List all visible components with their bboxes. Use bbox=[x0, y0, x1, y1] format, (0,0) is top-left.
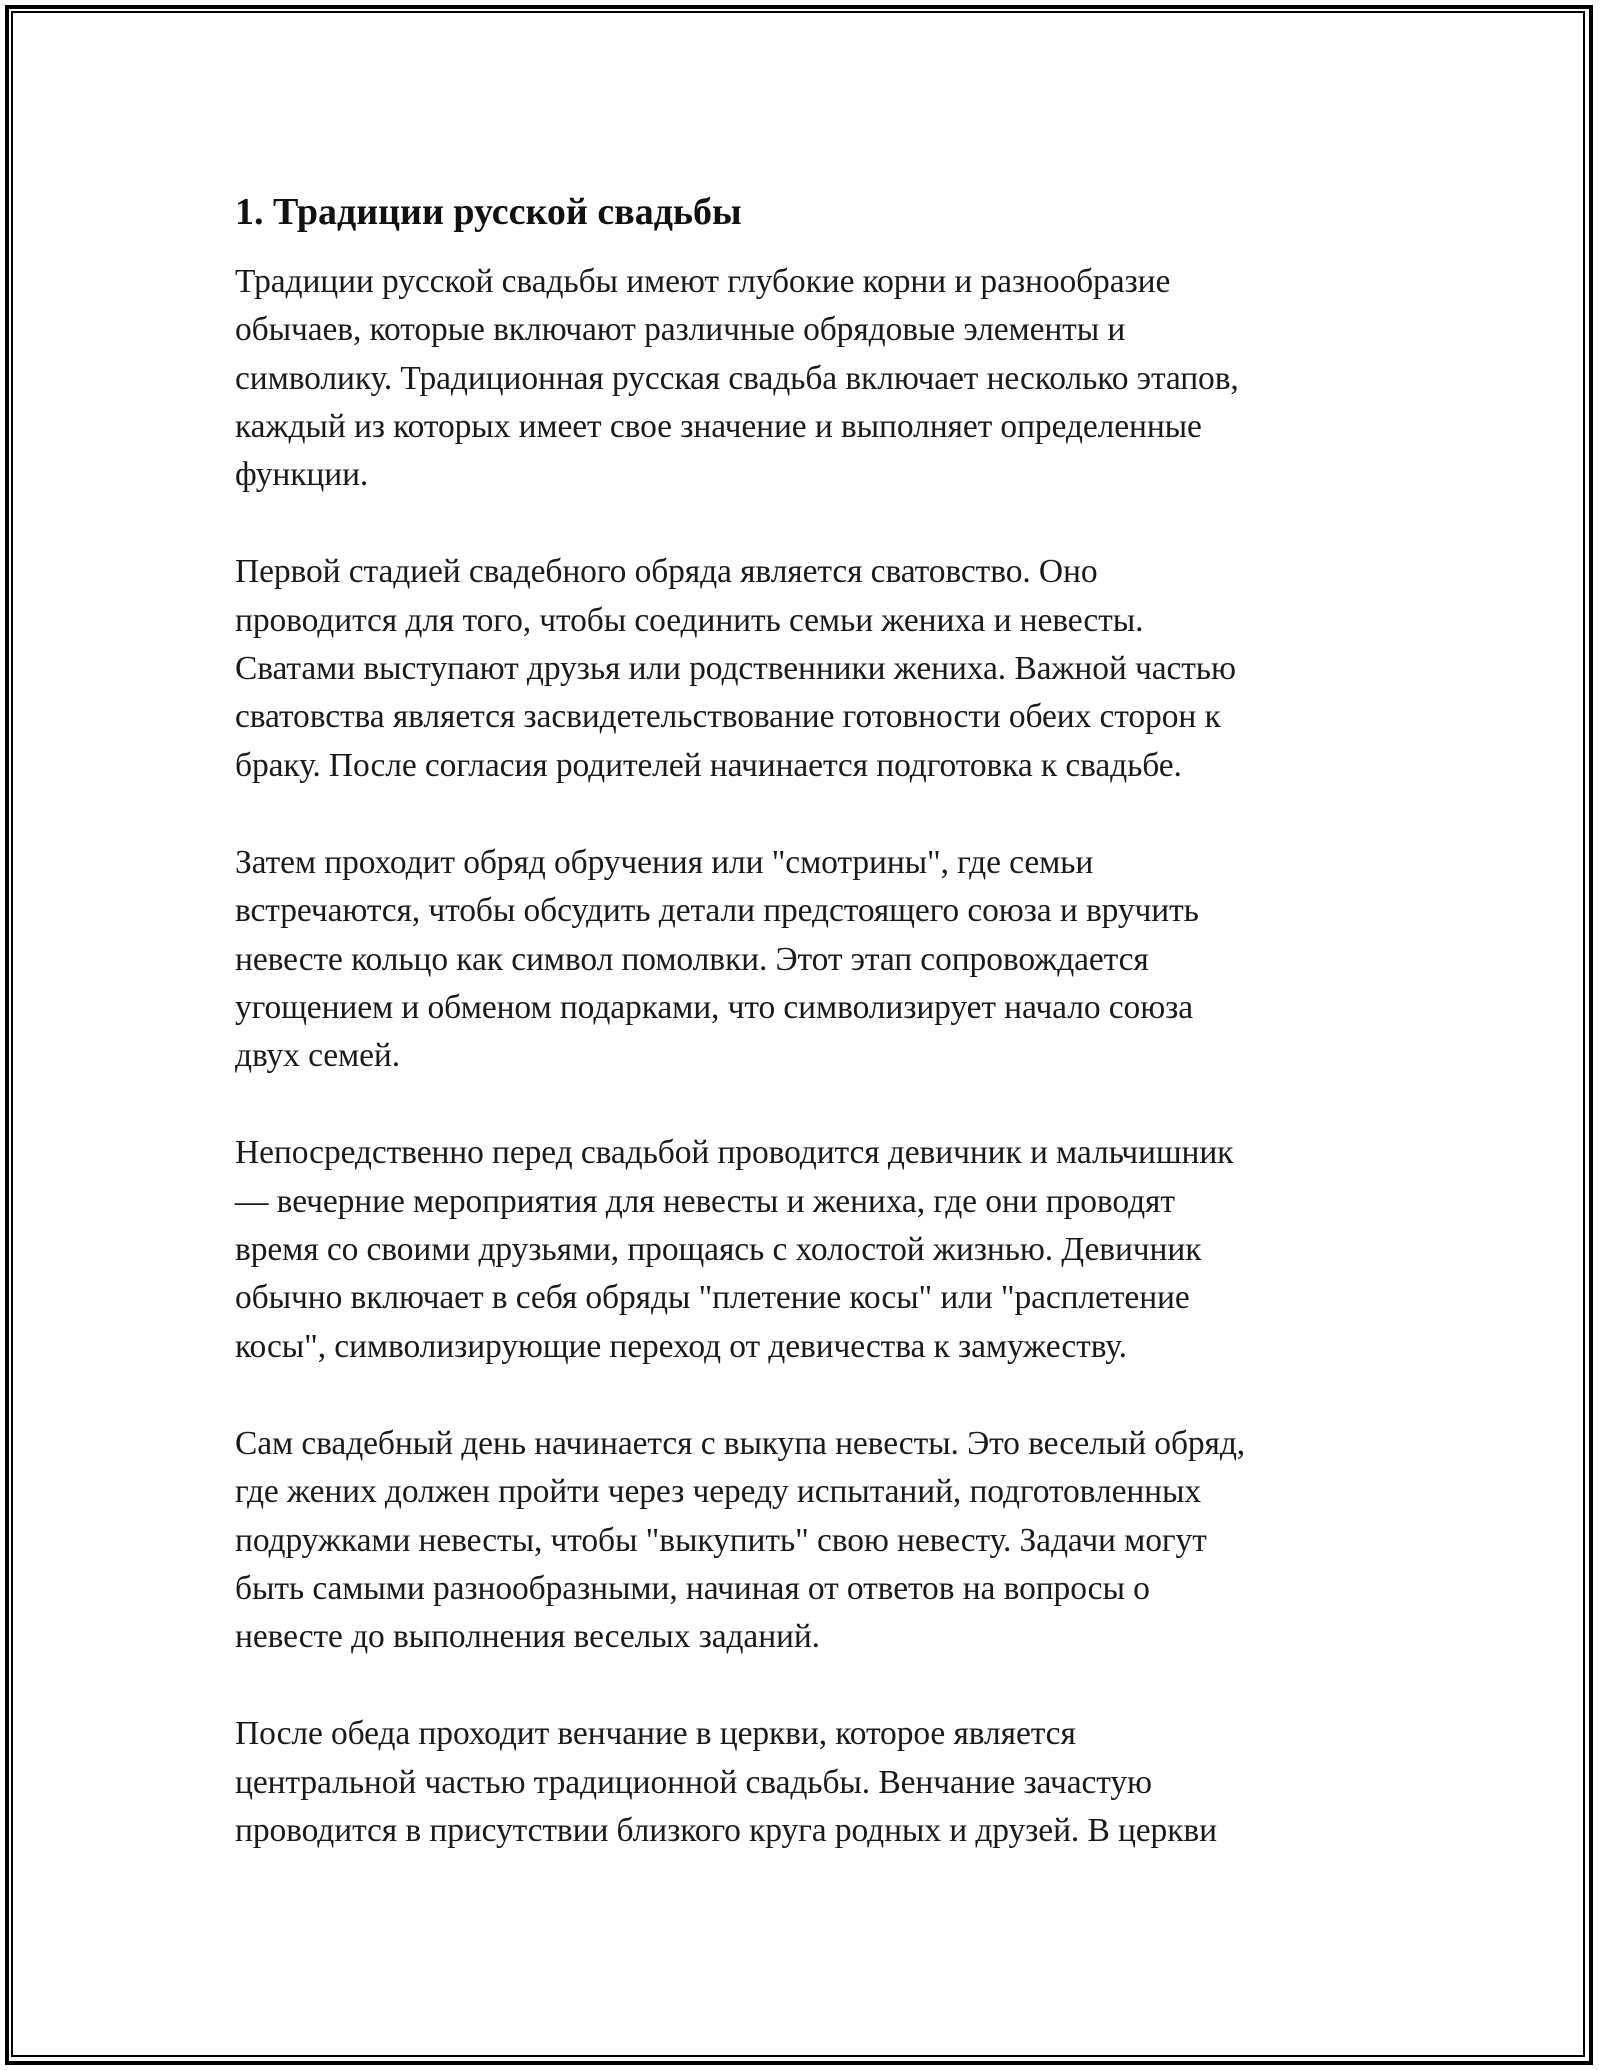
text-line: символику. Традиционная русская свадьба включает несколько этапов, bbox=[235, 359, 1239, 397]
text-line: Традиции русской свадьбы имеют глубокие корни и разнообразие bbox=[235, 263, 1171, 300]
text-line: подружками невесты, чтобы "выкупить" свою невесту. Задачи могут bbox=[235, 1521, 1207, 1559]
text-line: встречаются, чтобы обсудить детали предстоящего союза и вручить bbox=[235, 892, 1199, 930]
text-line: Сватами выступают друзья или родственники жениха. Важной частью bbox=[235, 650, 1236, 688]
text-line: время со своими друзьями, прощаясь с холостой жизнью. Девичник bbox=[235, 1231, 1202, 1269]
text-line: каждый из которых имеет свое значение и выполняет определенные bbox=[235, 407, 1202, 445]
text-line: двух семей. bbox=[235, 1037, 401, 1075]
document-body bbox=[235, 188, 1365, 1904]
text-line: где жених должен пройти через череду испытаний, подготовленных bbox=[235, 1473, 1202, 1511]
paragraph-parties bbox=[235, 1129, 1365, 1370]
text-line: функции. bbox=[235, 456, 369, 494]
text-line: проводится для того, чтобы соединить семьи жениха и невесты. bbox=[235, 601, 1144, 639]
text-line: Затем проходит обряд обручения или "смотрины", где семьи bbox=[235, 843, 1094, 881]
text-line: невесте кольцо как символ помолвки. Этот этап сопровождается bbox=[235, 940, 1149, 978]
text-line: обычно включает в себя обряды "плетение косы" или "расплетение bbox=[235, 1279, 1190, 1317]
paragraph-intro bbox=[235, 258, 1365, 499]
text-line: Непосредственно перед свадьбой проводится девичник и мальчишник bbox=[235, 1134, 1234, 1172]
text-line: проводится в присутствии близкого круга родных и друзей. В церкви bbox=[235, 1812, 1217, 1850]
paragraph-bride-ransom bbox=[235, 1420, 1365, 1661]
text-line: Сам свадебный день начинается с выкупа невесты. Это веселый обряд, bbox=[235, 1424, 1246, 1462]
section-heading: 1. Традиции русской свадьбы bbox=[235, 191, 742, 233]
paragraph-engagement bbox=[235, 839, 1365, 1080]
paragraph-matchmaking bbox=[235, 548, 1365, 789]
text-line: браку. После согласия родителей начинается подготовка к свадьбе. bbox=[235, 746, 1182, 784]
text-line: сватовства является засвидетельствование готовности обеих сторон к bbox=[235, 698, 1221, 736]
text-line: обычаев, которые включают различные обрядовые элементы и bbox=[235, 311, 1126, 349]
text-line: быть самыми разнообразными, начиная от ответов на вопросы о bbox=[235, 1569, 1150, 1607]
paragraph-wedding-ceremony bbox=[235, 1710, 1365, 1855]
text-line: Первой стадией свадебного обряда является сватовство. Оно bbox=[235, 553, 1098, 591]
text-line: — вечерние мероприятия для невесты и жениха, где они проводят bbox=[235, 1182, 1175, 1220]
text-line: невесте до выполнения веселых заданий. bbox=[235, 1618, 820, 1656]
text-line: косы", символизирующие переход от девичества к замужеству. bbox=[235, 1327, 1127, 1365]
text-line: центральной частью традиционной свадьбы. Венчание зачастую bbox=[235, 1763, 1152, 1801]
text-line: угощением и обменом подарками, что символизирует начало союза bbox=[235, 988, 1194, 1026]
text-line: После обеда проходит венчание в церкви, которое является bbox=[235, 1715, 1076, 1753]
